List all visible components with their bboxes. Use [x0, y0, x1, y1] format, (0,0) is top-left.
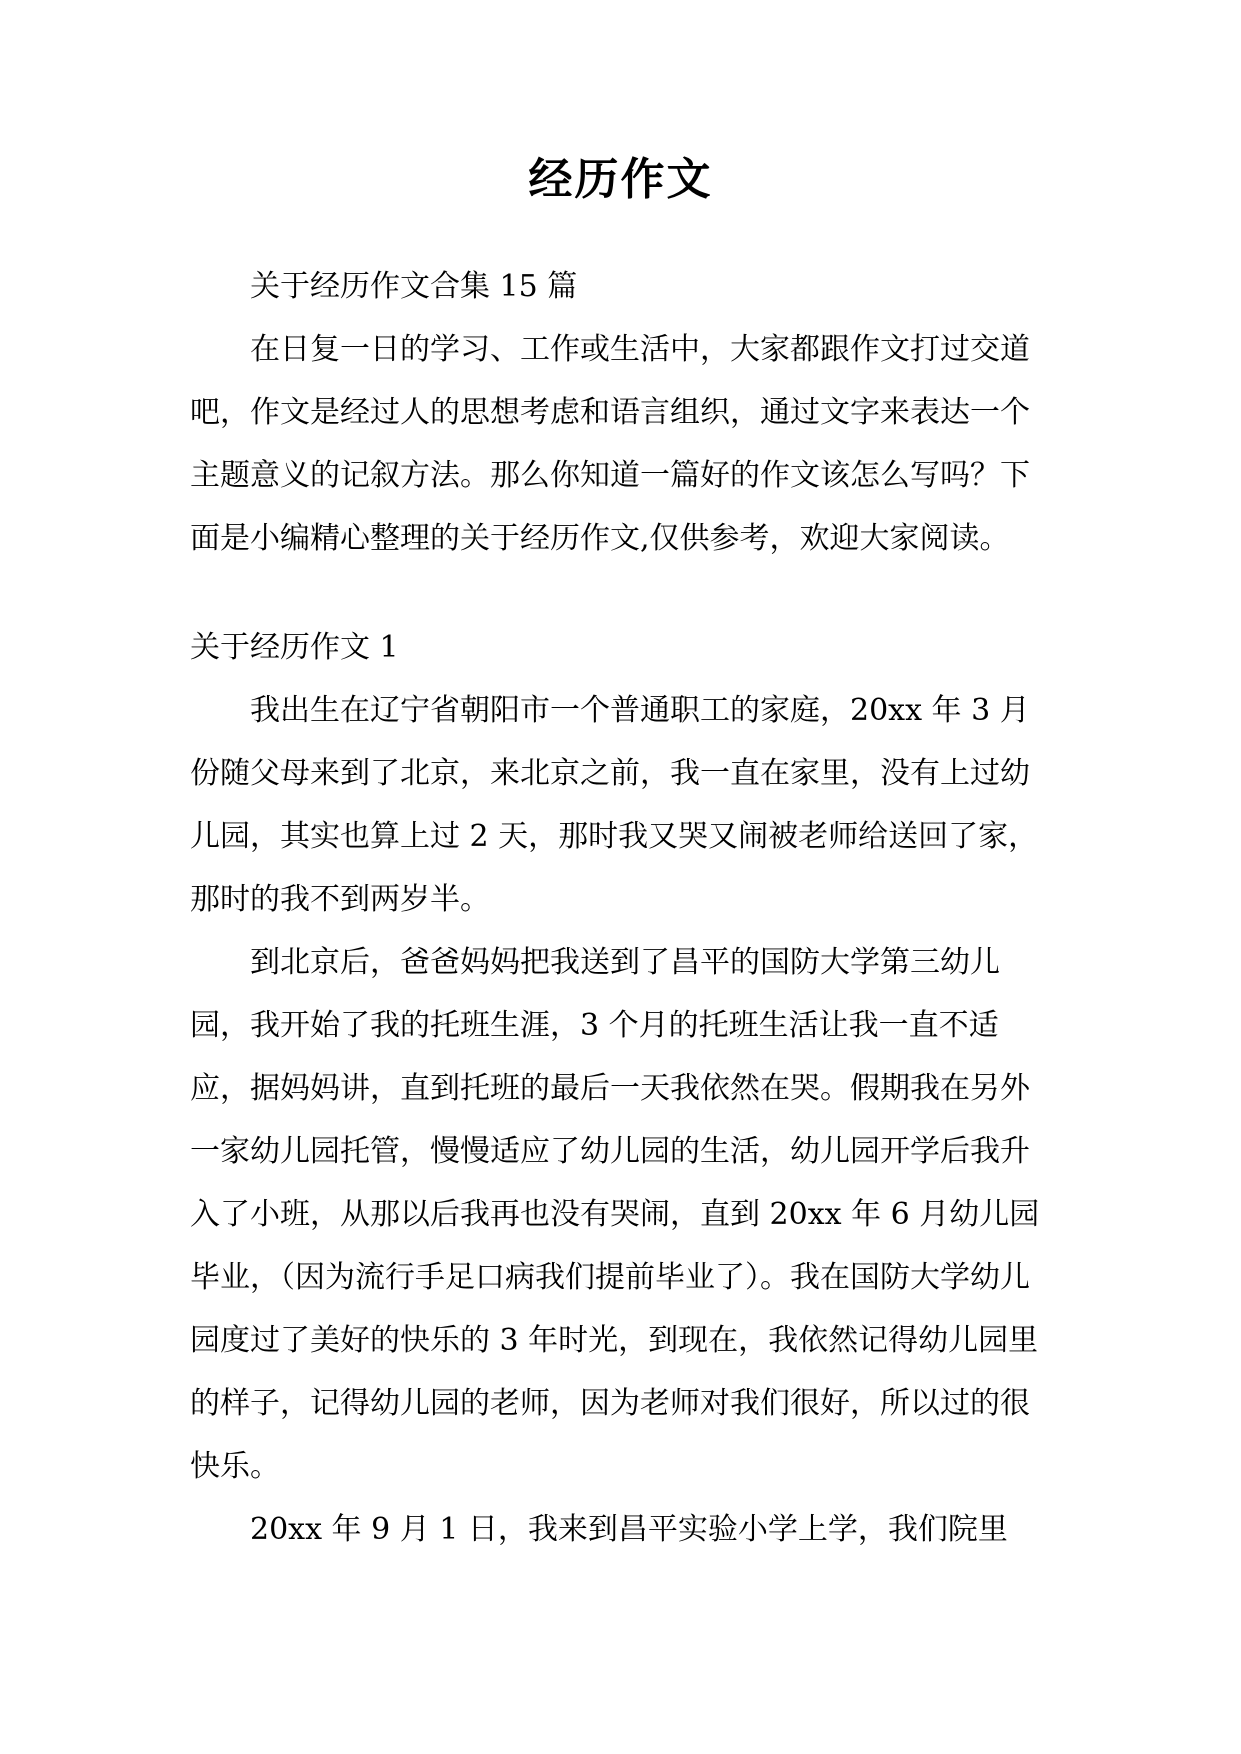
essay-1-heading: 关于经历作文 1	[190, 630, 399, 665]
essay-1-paragraph-1: 我出生在辽宁省朝阳市一个普通职工的家庭，20xx 年 3 月份随父母来到了北京，来北京之前，我一直在家里，没有上过幼儿园，其实也算上过 2 天，那时我又哭又闹被老师给送回了家，那时的我不到两岁半。	[190, 693, 1039, 917]
essay-1-paragraph-2: 到北京后，爸爸妈妈把我送到了昌平的国防大学第三幼儿园，我开始了我的托班生涯，3 个月的托班生活让我一直不适应，据妈妈讲，直到托班的最后一天我依然在哭。假期我在另外一家幼儿园托管，慢慢适应了幼儿园的生活，幼儿园开学后我升入了小班，从那以后我再也没有哭闹，直到 20xx 年 6 月幼儿园毕业，（因为流行手足口病我们提前毕业了）。我在国防大学幼儿园度过了美好的快乐的 3 年时光，到现在，我依然记得幼儿园里的样子，记得幼儿园的老师，因为老师对我们很好，所以过的很快乐。	[190, 945, 1040, 1484]
essay-1-paragraph-3: 20xx 年 9 月 1 日，我来到昌平实验小学上学，我们院里	[250, 1512, 1008, 1547]
essay-1-section	[190, 616, 1050, 1561]
intro-section	[190, 255, 1050, 570]
collection-heading: 关于经历作文合集 15 篇	[250, 269, 578, 304]
document-title: 经历作文	[528, 154, 713, 205]
intro-paragraph: 在日复一日的学习、工作或生活中，大家都跟作文打过交道吧，作文是经过人的思想考虑和语言组织，通过文字来表达一个主题意义的记叙方法。那么你知道一篇好的作文该怎么写吗？下面是小编精心整理的关于经历作文,仅供参考，欢迎大家阅读。	[190, 332, 1030, 556]
